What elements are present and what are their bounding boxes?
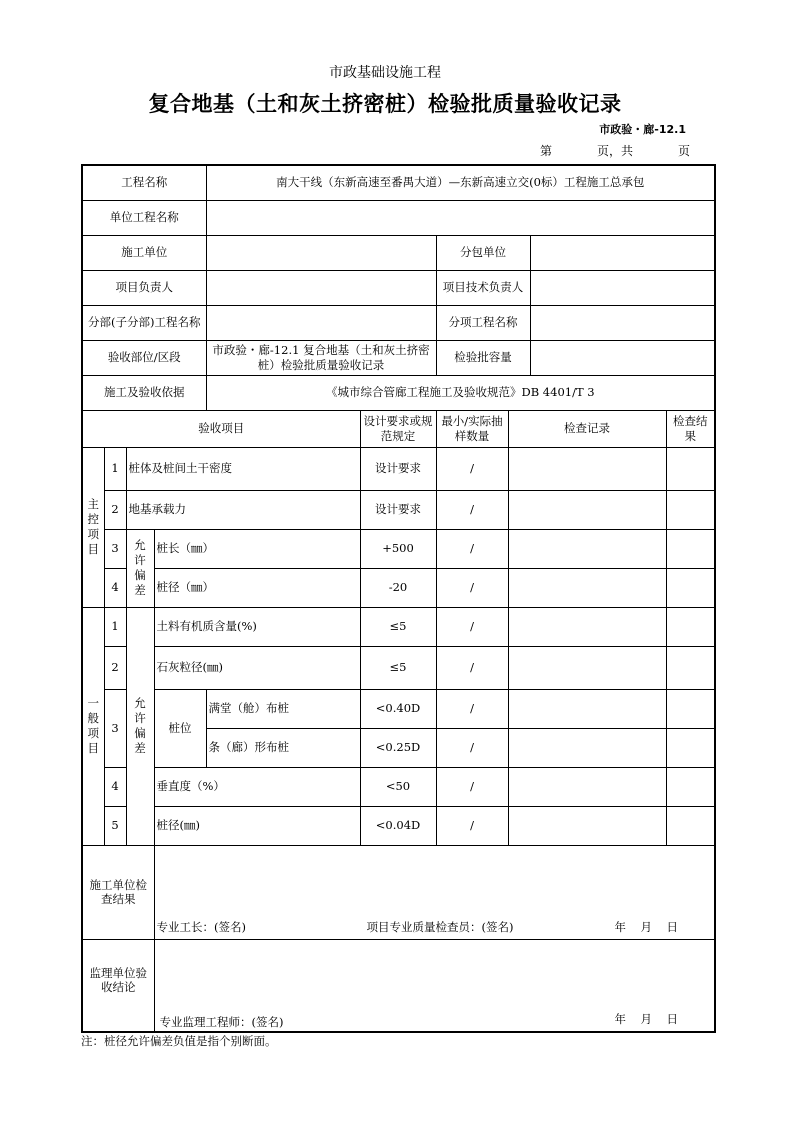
supervision-area[interactable] (154, 939, 715, 1032)
general-row-no: 1 (104, 607, 126, 646)
main-row-record[interactable] (508, 529, 666, 568)
main-row-name: 桩径（㎜） (154, 568, 360, 607)
document-category: 市政基础设施工程 (329, 65, 441, 81)
main-control-label: 主 控 项 目 (82, 447, 104, 607)
general-row-design: <0.40D (360, 689, 436, 728)
general-row-sample[interactable]: / (436, 728, 508, 767)
general-row-result[interactable] (666, 767, 715, 806)
general-row-design: <0.04D (360, 806, 436, 845)
main-row-design: +500 (360, 529, 436, 568)
page-ye: 页 (677, 144, 690, 158)
supervision-date-year: 年 (614, 1012, 626, 1027)
subitem-value[interactable] (530, 305, 715, 340)
construction-check-area[interactable] (154, 845, 715, 939)
general-row-name: 桩径(㎜) (154, 806, 360, 845)
main-row-name: 桩长（㎜） (154, 529, 360, 568)
general-row-record[interactable] (508, 806, 666, 845)
col-item-header: 验收项目 (82, 410, 360, 447)
supervision-date-month: 月 (640, 1012, 652, 1027)
main-row-record[interactable] (508, 568, 666, 607)
capacity-value[interactable] (530, 340, 715, 375)
general-row-result[interactable] (666, 646, 715, 689)
main-allow-label: 允 许 偏 差 (126, 529, 154, 607)
general-row-result[interactable] (666, 607, 715, 646)
construction-unit-value[interactable] (206, 235, 436, 270)
general-allow-label: 允 许 偏 差 (126, 607, 154, 845)
supervisor-signature: 专业监理工程师：(签名) (159, 1015, 284, 1030)
project-name-label: 工程名称 (82, 165, 206, 200)
construction-check-label: 施工单位检查结果 (82, 845, 154, 939)
page-number (540, 142, 690, 159)
main-row-record[interactable] (508, 490, 666, 529)
col-sample-header: 最小/实际抽样数量 (436, 410, 508, 447)
general-row-design: ≤5 (360, 607, 436, 646)
subcontract-label: 分包单位 (436, 235, 530, 270)
page-di: 第 (540, 144, 553, 158)
general-row-design: <50 (360, 767, 436, 806)
general-row-sample[interactable]: / (436, 646, 508, 689)
general-row-sample[interactable]: / (436, 767, 508, 806)
general-row-sample[interactable]: / (436, 689, 508, 728)
unit-project-label: 单位工程名称 (82, 200, 206, 235)
general-row-record[interactable] (508, 689, 666, 728)
basis-value[interactable]: 《城市综合管廊工程施工及验收规范》DB 4401/T 3 (206, 375, 715, 410)
location-label: 验收部位/区段 (82, 340, 206, 375)
main-row-no: 3 (104, 529, 126, 568)
project-manager-label: 项目负责人 (82, 270, 206, 305)
main-row-name: 地基承载力 (126, 490, 360, 529)
foreman-signature: 专业工长：(签名) (156, 919, 246, 934)
main-row-result[interactable] (666, 490, 715, 529)
position-label: 桩位 (154, 689, 206, 767)
general-row-name: 满堂（舱）布桩 (206, 689, 360, 728)
col-design-header: 设计要求或规范规定 (360, 410, 436, 447)
general-row-no: 5 (104, 806, 126, 845)
general-row-result[interactable] (666, 728, 715, 767)
col-result-header: 检查结果 (666, 410, 715, 447)
tech-manager-value[interactable] (530, 270, 715, 305)
general-label: 一 般 项 目 (82, 607, 104, 845)
general-row-name: 土料有机质含量(%) (154, 607, 360, 646)
general-row-sample[interactable]: / (436, 806, 508, 845)
main-row-sample[interactable]: / (436, 529, 508, 568)
unit-project-value[interactable] (206, 200, 715, 235)
supervision-label: 监理单位验收结论 (82, 939, 154, 1032)
main-row-sample[interactable]: / (436, 490, 508, 529)
general-row-result[interactable] (666, 806, 715, 845)
main-row-design: 设计要求 (360, 447, 436, 490)
general-row-name: 条（廊）形布桩 (206, 728, 360, 767)
general-row-design: ≤5 (360, 646, 436, 689)
general-row-name: 石灰粒径(㎜) (154, 646, 360, 689)
construction-date-day: 日 (666, 919, 678, 934)
tech-manager-label: 项目技术负责人 (436, 270, 530, 305)
page-ye-gong: 页，共 (596, 144, 633, 158)
subcontract-value[interactable] (530, 235, 715, 270)
main-row-design: 设计要求 (360, 490, 436, 529)
general-row-no: 4 (104, 767, 126, 806)
main-row-name: 桩体及桩间土干密度 (126, 447, 360, 490)
general-row-no: 2 (104, 646, 126, 689)
subitem-label: 分项工程名称 (436, 305, 530, 340)
project-manager-value[interactable] (206, 270, 436, 305)
project-name-value[interactable]: 南大干线（东新高速至番禺大道）—东新高速立交(0标）工程施工总承包 (206, 165, 715, 200)
general-row-result[interactable] (666, 689, 715, 728)
inspector-signature: 项目专业质量检查员：(签名) (366, 919, 514, 934)
construction-unit-label: 施工单位 (82, 235, 206, 270)
main-row-result[interactable] (666, 568, 715, 607)
inspection-table (81, 164, 716, 1033)
main-row-no: 2 (104, 490, 126, 529)
division-label: 分部(子分部)工程名称 (82, 305, 206, 340)
col-record-header: 检查记录 (508, 410, 666, 447)
basis-label: 施工及验收依据 (82, 375, 206, 410)
document-title: 复合地基（土和灰土挤密桩）检验批质量验收记录 (148, 92, 622, 116)
general-row-record[interactable] (508, 767, 666, 806)
footnote: 注：桩径允许偏差负值是指个别断面。 (81, 1034, 277, 1048)
division-value[interactable] (206, 305, 436, 340)
general-row-design: <0.25D (360, 728, 436, 767)
main-row-sample[interactable]: / (436, 568, 508, 607)
main-row-record[interactable] (508, 447, 666, 490)
general-row-no: 3 (104, 689, 126, 767)
supervision-date-day: 日 (666, 1012, 678, 1027)
general-row-name: 垂直度（%） (154, 767, 360, 806)
construction-date-month: 月 (640, 919, 652, 934)
form-code: 市政验・廊-12.1 (599, 123, 686, 136)
general-row-record[interactable] (508, 607, 666, 646)
main-row-result[interactable] (666, 529, 715, 568)
capacity-label: 检验批容量 (436, 340, 530, 375)
main-row-no: 1 (104, 447, 126, 490)
general-row-record[interactable] (508, 728, 666, 767)
main-row-result[interactable] (666, 447, 715, 490)
main-row-design: -20 (360, 568, 436, 607)
general-row-record[interactable] (508, 646, 666, 689)
construction-date-year: 年 (614, 919, 626, 934)
general-row-sample[interactable]: / (436, 607, 508, 646)
main-row-sample[interactable]: / (436, 447, 508, 490)
main-row-no: 4 (104, 568, 126, 607)
location-value[interactable]: 市政验・廊-12.1 复合地基（土和灰土挤密桩）检验批质量验收记录 (206, 340, 436, 375)
